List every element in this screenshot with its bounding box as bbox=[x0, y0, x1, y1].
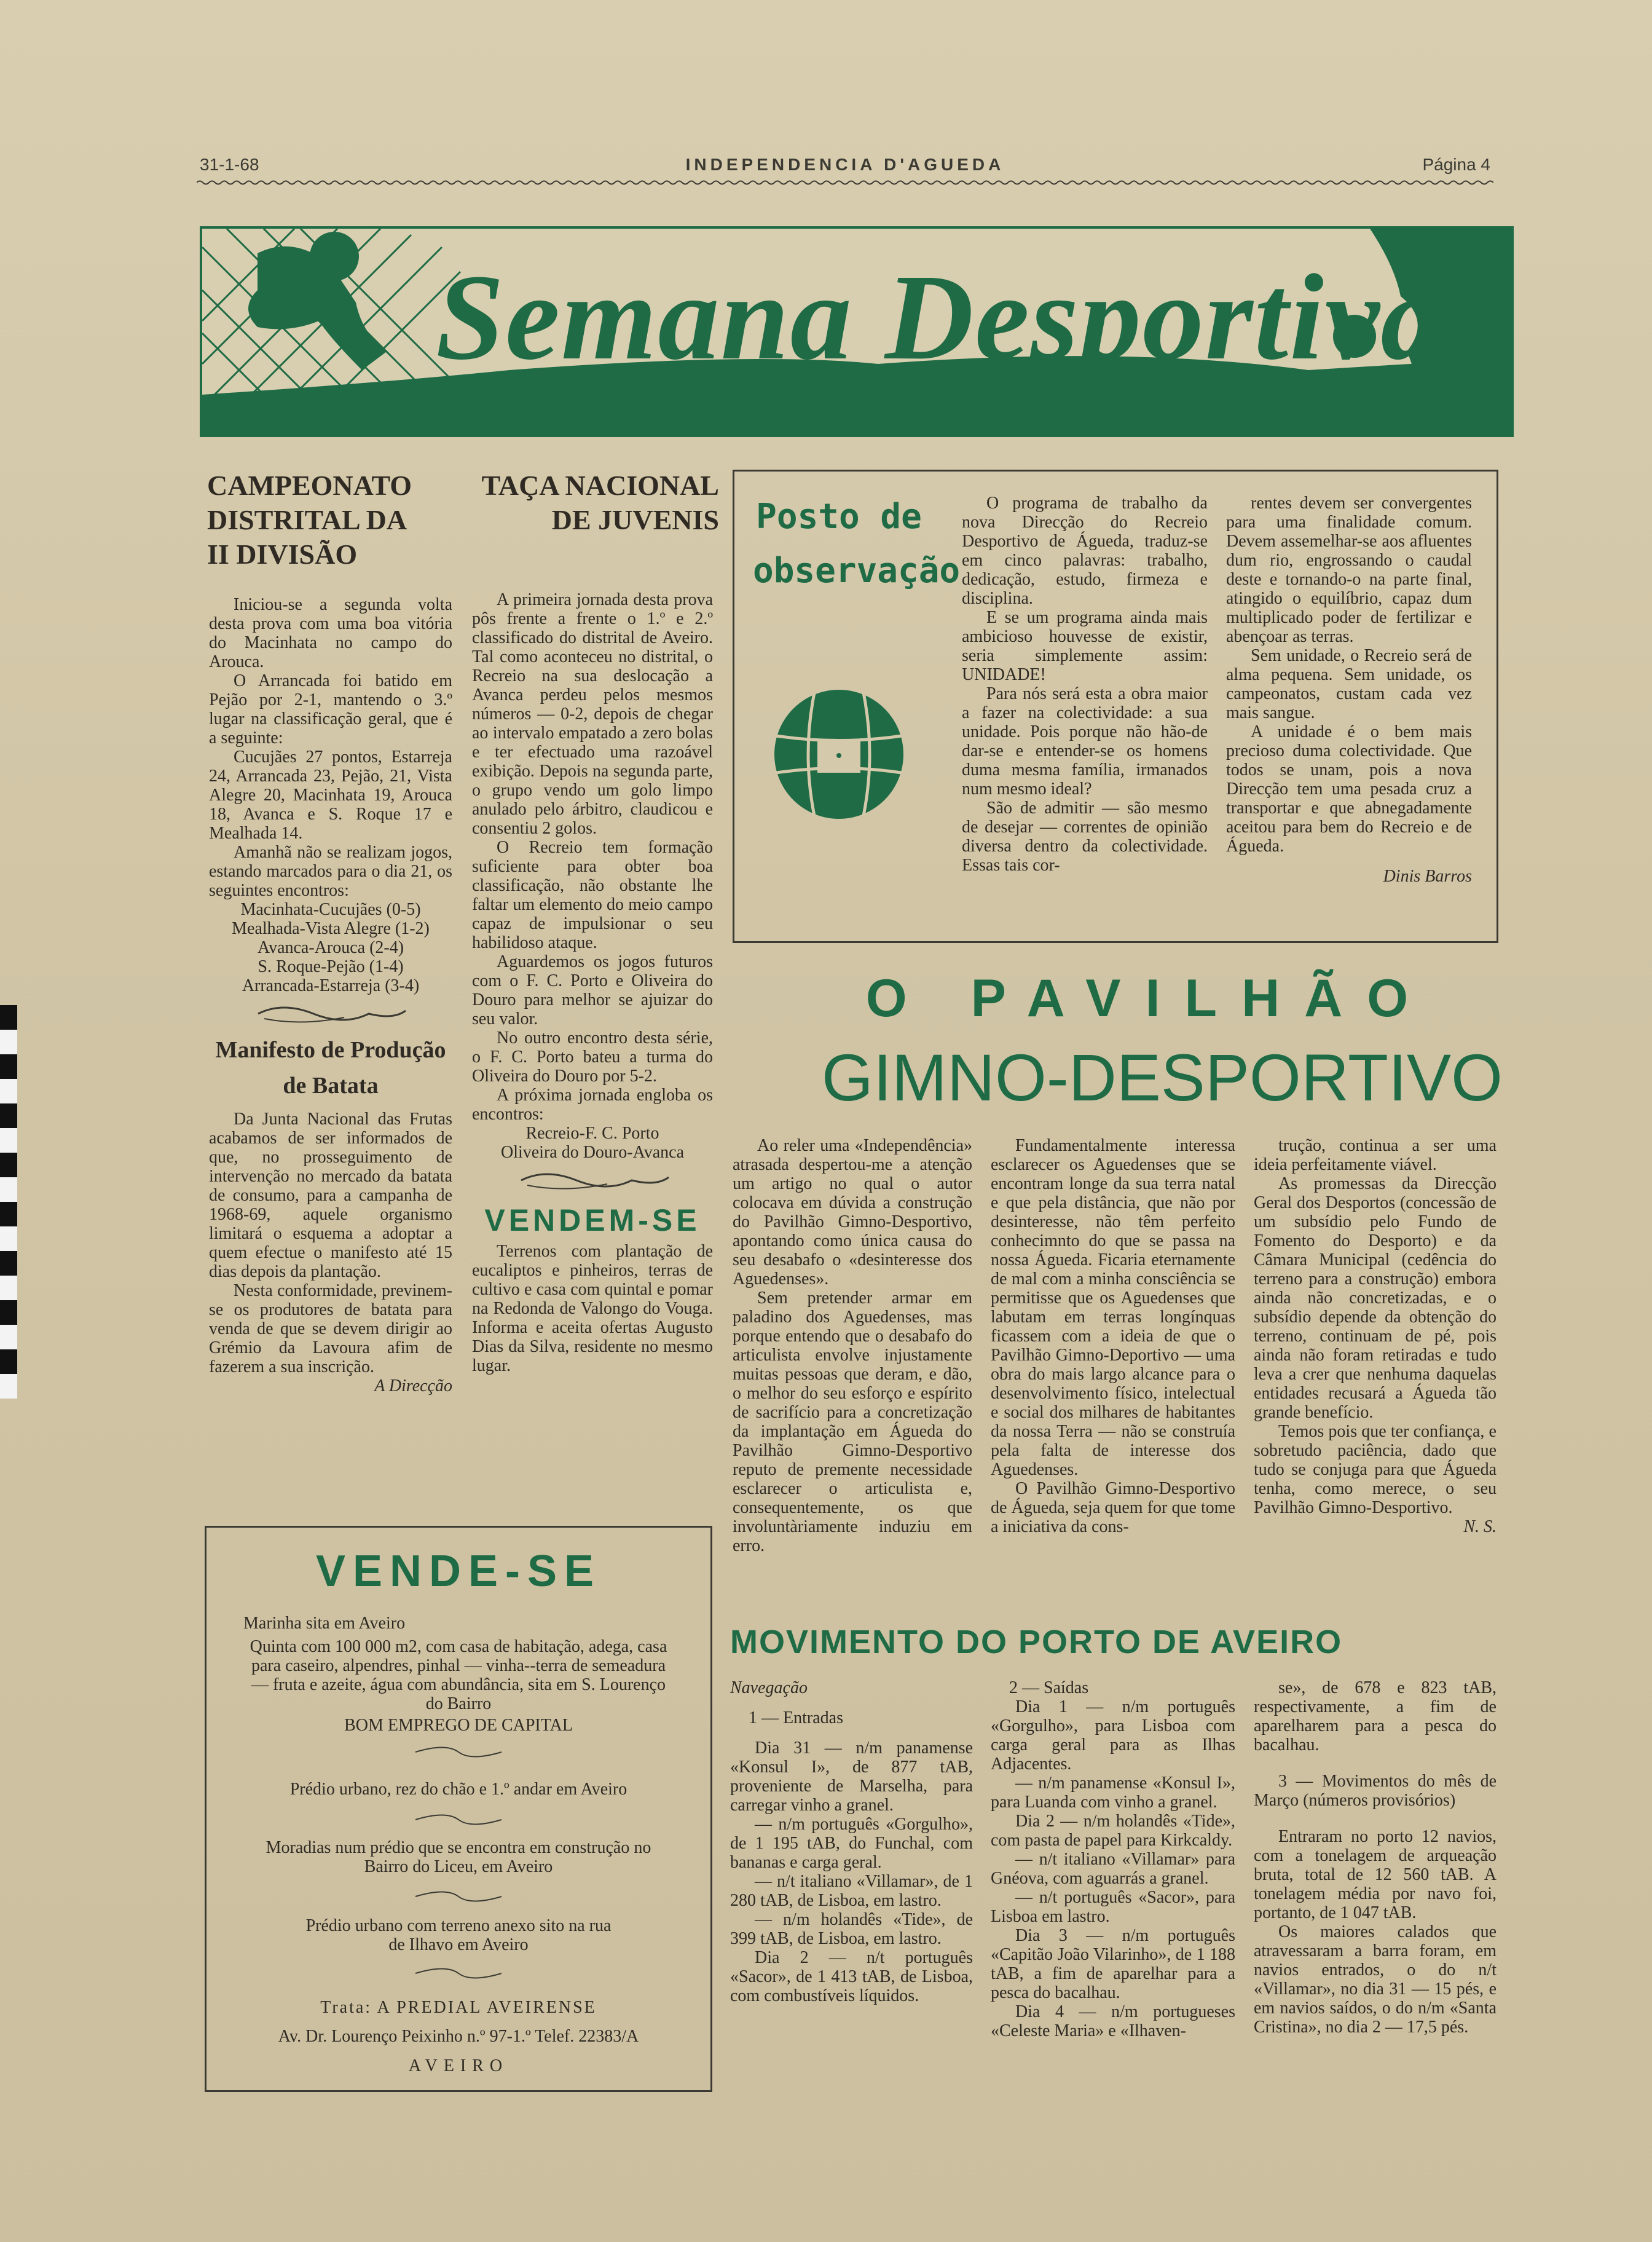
article-paragraph: As promessas da Direcção Geral dos Desportos (concessão de um subsídio pelo Fundo de Fomento do Desporto) e da Câmara Municipal (cedência do terreno para a construção) embora ainda não concretizadas, e o subsídio depende da obtenção do terreno, continuam de pé, pois ainda não foram retiradas e tudo leva a crer que nenhuma daquelas entidades recusará a Águeda tão grande benefício. bbox=[1254, 1174, 1497, 1422]
section-label: 1 — Entradas bbox=[749, 1708, 843, 1727]
game-result: S. Roque-Pejão (1-4) bbox=[258, 957, 404, 976]
vende-address: Av. Dr. Lourenço Peixinho n.º 97-1.º Telef. 22383/A bbox=[278, 2027, 639, 2046]
article-paragraph: Ao reler uma «Independência» atrasada despertou-me a atenção um artigo no qual o autor colocava em dúvida a construção do Pavilhão Gimno-Desportivo, apontando como única causa do seu desabafo o «desinteresse dos Aguedenses». bbox=[733, 1136, 972, 1289]
campeonato-headline: CAMPEONATO DISTRITAL DA II DIVISÃO bbox=[207, 470, 412, 570]
game-result: Avanca-Arouca (2-4) bbox=[257, 938, 404, 957]
section-label: Navegação bbox=[730, 1678, 808, 1697]
article-paragraph: São de admitir — são mesmo de desejar — correntes de opinião diversa dentro da colectividade. Essas tais cor- bbox=[962, 799, 1208, 875]
vende-item-quinta: Quinta com 100 000 m2, com casa de habitação, adega, casa para caseiro, alpendres, pinhal — vinha--terra de semeadura — fruta e azeite, água com abundância, sita em S. Lourenço do Bairro bbox=[250, 1637, 667, 1713]
article-paragraph: Amanhã não se realizam jogos, estando marcados para o dia 21, os seguintes encontros: bbox=[209, 843, 452, 900]
article-paragraph: E se um programa ainda mais ambicioso houvesse de existir, seria simplemente assim: UNIDADE! bbox=[962, 608, 1208, 684]
article-paragraph: Sem unidade, o Recreio será de alma pequena. Sem unidade, os campeonatos, custam cada vez mais sangue. bbox=[1226, 646, 1472, 722]
game-result: Arrancada-Estarreja (3-4) bbox=[242, 976, 420, 995]
article-paragraph: Sem pretender armar em paladino dos Aguedenses, mas porque entendo que o desabafo do articulista envolve injustamente muitas pessoas que deram, e dão, o melhor do seu esforço e espírito de sacrifício para a concretização da implantação em Águeda do Pavilhão Gimno-Desportivo reputo de premente necessidade esclarecer o articulista e, consequentemente, os que involuntàriamente induziu em erro. bbox=[733, 1289, 972, 1555]
issue-date: 31-1-68 bbox=[200, 155, 259, 174]
signature: Dinis Barros bbox=[1383, 867, 1472, 886]
vende-item-marinha: Marinha sita em Aveiro bbox=[243, 1614, 406, 1633]
article-paragraph: A primeira jornada desta prova pôs frente a frente o 1.º e 2.º classificado do distrital de Aveiro. Tal como aconteceu no distrital, o Recreio na sua deslocação a Avanca perdeu pelos mesmos números — 0-2, depois de chegar ao intervalo empatado a zero bolas e ter efectuado uma razoável exibição. Depois na segunda parte, o grupo vendo um golo limpo anulado pelo árbitro, claudicou e consentiu 2 golos. bbox=[472, 590, 713, 838]
pavilhao-col-a bbox=[733, 1136, 972, 1555]
article-paragraph: Para nós será esta a obra maior a fazer na colectividade: a sua unidade. Pois porque não hão-de dar-se e entender-se os homens duma mesma família, irmanados num mesmo ideal? bbox=[962, 684, 1208, 799]
article-paragraph: O programa de trabalho da nova Direcção do Recreio Desportivo de Águeda, traduz-se em cinco palavras: trabalho, dedicação, estudo, firmeza e disciplina. bbox=[962, 494, 1208, 608]
article-paragraph: A unidade é o bem mais precioso duma colectividade. Que todos se unam, pois a nova Direcção tem uma pesada cruz a transportar e que abnegadamente aceitou para bem do Recreio e de Águeda. bbox=[1226, 722, 1472, 856]
article-paragraph: Dia 2 — n/t português «Sacor», de 1 413 tAB, de Lisboa, com combustíveis líquidos. bbox=[730, 1948, 973, 2005]
article-paragraph: Dia 31 — n/m panamense «Konsul I», de 877 tAB, proveniente de Marselha, para carregar vinho a granel. bbox=[730, 1739, 973, 1815]
game-result: Mealhada-Vista Alegre (1-2) bbox=[232, 919, 430, 938]
vende-item-predio-anexo: Prédio urbano com terreno anexo sito na rua de Ilhavo em Aveiro bbox=[305, 1916, 612, 1954]
article-paragraph: Nesta conformidade, previnem-se os produtores de batata para venda de que se devem dirigir ao Grémio da Lavoura afim de fazerem a sua inscrição. bbox=[209, 1281, 452, 1376]
article-paragraph: O Recreio tem formação suficiente para obter boa classificação, não obstante lhe faltar um elemento do meio campo capaz de impulsionar o seu habilidoso ataque. bbox=[472, 838, 713, 952]
article-paragraph: 3 — Movimentos do mês de Março (números provisórios) bbox=[1254, 1772, 1497, 1810]
article-paragraph: trução, continua a ser uma ideia perfeitamente viável. bbox=[1254, 1136, 1497, 1174]
vendem-headline: VENDEM-SE bbox=[484, 1203, 701, 1237]
banner-title: Semana Desportiva bbox=[436, 250, 1444, 385]
article-paragraph: Os maiores calados que atravessaram a barra foram, em navios entrados, o do n/t «Villamar», no dia 31 — 15 pés, e em navios saídos, o do n/m «Santa Cristina», no dia 2 — 17,5 pés. bbox=[1254, 1922, 1497, 2037]
ornament-divider bbox=[409, 1740, 508, 1764]
page-number: Página 4 bbox=[1422, 155, 1490, 174]
ornament-divider bbox=[409, 1884, 508, 1909]
article-paragraph: Dia 4 — n/m portugueses «Celeste Maria» e «Ilhaven- bbox=[991, 2002, 1235, 2040]
article-paragraph: — n/t italiano «Villamar» para Gnéova, com aguarrás a granel. bbox=[991, 1850, 1235, 1888]
article-paragraph: Dia 1 — n/m português «Gorgulho», para Lisboa com carga geral para as Ilhas Adjacentes. bbox=[991, 1697, 1235, 1774]
article-paragraph: O Arrancada foi batido em Pejão por 2-1, mantendo o 3.º lugar na classificação geral, que é a seguinte: bbox=[209, 671, 452, 748]
fixture-list: Recreio-F. C. Porto Oliveira do Douro-Avanca bbox=[500, 1124, 685, 1162]
article-paragraph: Dia 3 — n/m português «Capitão João Vilarinho», de 1 188 tAB, a fim de aparelhar para a pesca do bacalhau. bbox=[991, 1926, 1235, 2002]
article-paragraph: se», de 678 e 823 tAB, respectivamente, a fim de aparelharem para a pesca do bacalhau. bbox=[1254, 1678, 1497, 1755]
article-paragraph: — n/m holandês «Tide», de 399 tAB, de Lisboa, em lastro. bbox=[730, 1910, 973, 1948]
article-paragraph: A próxima jornada engloba os encontros: bbox=[472, 1086, 713, 1124]
article-paragraph: Entraram no porto 12 navios, com a tonelagem de arqueação bruta, total de 12 560 tAB. A tonelagem média por navo foi, portanto, de 1 047 tAB. bbox=[1254, 1827, 1497, 1922]
taca-article bbox=[472, 590, 713, 1375]
article-paragraph: Cucujães 27 pontos, Estarreja 24, Arrancada 23, Pejão, 21, Vista Alegre 20, Macinhata 19, Arouca 18, Avanca e S. Roque 17 e Mealhada 14. bbox=[209, 748, 452, 843]
vende-item-predio: Prédio urbano, rez do chão e 1.º andar em Aveiro bbox=[289, 1780, 627, 1799]
football-icon bbox=[771, 687, 907, 822]
pavilhao-col-b bbox=[991, 1136, 1235, 1536]
ornament-divider bbox=[472, 1162, 713, 1199]
vende-headline: VENDE-SE bbox=[315, 1547, 602, 1596]
ornament-divider bbox=[209, 995, 452, 1032]
article-paragraph: Aguardemos os jogos futuros com o F. C. Porto e Oliveira do Douro para melhor se ajuizar do seu valor. bbox=[472, 952, 713, 1028]
article-paragraph: O Pavilhão Gimno-Desportivo de Águeda, seja quem for que tome a iniciativa da cons- bbox=[991, 1479, 1235, 1536]
porto-headline: MOVIMENTO DO PORTO DE AVEIRO bbox=[730, 1624, 1343, 1660]
signature: N. S. bbox=[1463, 1517, 1497, 1536]
article-paragraph: — n/m português «Gorgulho», de 1 195 tAB, do Funchal, com bananas e carga geral. bbox=[730, 1815, 973, 1872]
vende-contact: Trata: A PREDIAL AVEIRENSE bbox=[320, 1998, 597, 2017]
scan-ruler bbox=[0, 1005, 17, 1399]
masthead: INDEPENDENCIA D'AGUEDA bbox=[685, 155, 1005, 174]
article-paragraph: Iniciou-se a segunda volta desta prova com uma boa vitória do Macinhata no campo do Arouca. bbox=[209, 595, 452, 671]
ornament-divider bbox=[409, 1807, 508, 1832]
article-paragraph: — n/m panamense «Konsul I», para Luanda com vinho a granel. bbox=[991, 1774, 1235, 1812]
article-paragraph: — n/t português «Sacor», para Lisboa em lastro. bbox=[991, 1888, 1235, 1926]
porto-col-b bbox=[991, 1678, 1235, 2040]
taca-headline: TAÇA NACIONAL DE JUVENIS bbox=[481, 470, 719, 535]
vende-item-moradias: Moradias num prédio que se encontra em construção no Bairro do Liceu, em Aveiro bbox=[266, 1838, 651, 1876]
article-paragraph: Dia 2 — n/m holandês «Tide», com pasta de papel para Kirkcaldy. bbox=[991, 1812, 1235, 1850]
ornament-divider bbox=[409, 1961, 508, 1986]
article-paragraph: No outro encontro desta série, o F. C. Porto bateu a turma do Oliveira do Douro por 5-2. bbox=[472, 1028, 713, 1086]
game-result: Macinhata-Cucujães (0-5) bbox=[240, 900, 421, 919]
article-paragraph: Fundamentalmente interessa esclarecer os Aguedenses que se encontram longe da sua terra natal e que pela distância, que não por desinteresse, não têm perfeito conhecimnto do que se passa na nossa Águeda. Ficaria eternamente de mal com a minha consciência se permitisse que os Aguedenses que labutam em terras longínquas ficassem com a ideia de que o Pavilhão Gimno-Deportivo — uma obra do mais largo alcance para o desenvolvimento físico, intelectual e social dos milhares de habitantes da nossa Terra — não se construía pela falta de interesse dos Aguedenses. bbox=[991, 1136, 1235, 1479]
section-label: 2 — Saídas bbox=[1009, 1678, 1089, 1697]
article-paragraph: Temos pois que ter confiança, e sobretudo paciência, dado que tudo se conjuga para que Águeda tenha, como merece, o seu Pavilhão Gimno-Desportivo. bbox=[1254, 1422, 1497, 1517]
article-paragraph: Da Junta Nacional das Frutas acabamos de ser informados de que, no prosseguimento de intervenção no mercado da batata de consumo, para a campanha de 1968-69, aquele organismo limitará o esquema a adoptar a quem efectue o manifesto até 15 dias depois da plantação. bbox=[209, 1110, 452, 1281]
article-paragraph: — n/t italiano «Villamar», de 1 280 tAB, de Lisboa, em lastro. bbox=[730, 1872, 973, 1910]
header-rule bbox=[197, 180, 1493, 186]
vende-bom-emprego: BOM EMPREGO DE CAPITAL bbox=[344, 1716, 573, 1735]
sports-banner bbox=[200, 226, 1514, 437]
page-header bbox=[197, 155, 1493, 180]
campeonato-article bbox=[209, 595, 452, 1395]
signature: A Direcção bbox=[374, 1376, 452, 1395]
batata-headline: Manifesto de Produção de Batata bbox=[215, 1037, 446, 1099]
pavilhao-col-c bbox=[1254, 1136, 1497, 1536]
vende-city: AVEIRO bbox=[408, 2056, 509, 2075]
porto-col-a bbox=[730, 1678, 973, 2005]
vende-box bbox=[205, 1526, 712, 2092]
posto-box bbox=[733, 470, 1498, 943]
posto-title: Posto de observação bbox=[753, 497, 961, 591]
porto-col-c bbox=[1254, 1678, 1497, 2037]
pavilhao-headline: O PAVILHÃO bbox=[865, 969, 1433, 1028]
posto-text-a bbox=[962, 494, 1208, 875]
article-paragraph: Terrenos com plantação de eucaliptos e pinheiros, terras de cultivo e casa com quintal e pomar na Redonda de Valongo do Vouga. Informa e aceita ofertas Augusto Dias da Silva, residente no mesmo lugar. bbox=[472, 1242, 713, 1375]
pavilhao-subheadline: GIMNO-DESPORTIVO bbox=[821, 1040, 1503, 1115]
article-paragraph: rentes devem ser convergentes para uma finalidade comum. Devem assemelhar-se aos afluentes dum rio, engrossando o caudal deste e tornando-o na parte final, atingido o equilíbrio, capaz dum multiplicado poder de fertilizar e abençoar as terras. bbox=[1226, 494, 1472, 646]
posto-text-b bbox=[1226, 494, 1472, 886]
